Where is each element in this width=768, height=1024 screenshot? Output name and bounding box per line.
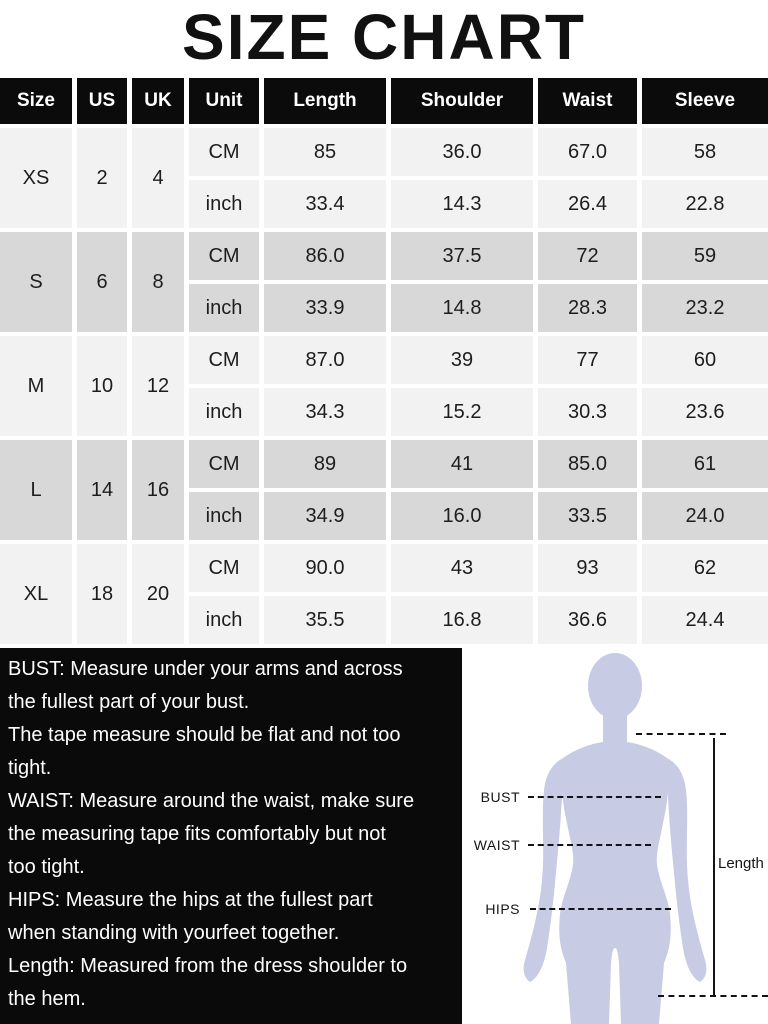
sleeve-value: 23.6 [642, 388, 768, 436]
table-row [0, 232, 768, 280]
length-value: 89 [264, 440, 386, 488]
shoulder-value: 16.0 [391, 492, 533, 540]
length-value: 87.0 [264, 336, 386, 384]
waist-value: 93 [538, 544, 637, 592]
unit-cell: CM [189, 232, 259, 280]
sleeve-value: 60 [642, 336, 768, 384]
waist-value: 33.5 [538, 492, 637, 540]
shoulder-value: 14.3 [391, 180, 533, 228]
col-header-shoulder: Shoulder [391, 78, 533, 124]
unit-cell: inch [189, 180, 259, 228]
length-line [713, 738, 715, 995]
shoulder-value: 16.8 [391, 596, 533, 644]
shoulder-value: 15.2 [391, 388, 533, 436]
instruction-line: the fullest part of your bust. [8, 691, 250, 713]
length-label: Length [718, 855, 764, 872]
sleeve-value: 58 [642, 128, 768, 176]
instruction-line: the hem. [8, 988, 86, 1010]
sleeve-value: 61 [642, 440, 768, 488]
uk-cell: 16 [132, 440, 184, 540]
shoulder-value: 41 [391, 440, 533, 488]
instruction-line: WAIST: Measure around the waist, make sure [8, 790, 415, 812]
size-cell: XS [0, 128, 72, 228]
instruction-line: the measuring tape fits comfortably but not [8, 823, 386, 845]
uk-cell: 8 [132, 232, 184, 332]
us-cell: 10 [77, 336, 127, 436]
instruction-line: BUST: Measure under your arms and across [8, 658, 403, 680]
page-title-bar [0, 0, 768, 74]
shoulder-value: 14.8 [391, 284, 533, 332]
unit-cell: CM [189, 336, 259, 384]
hips-line [530, 908, 671, 910]
measurement-diagram [462, 648, 768, 1024]
shoulder-line [636, 733, 726, 735]
table-header-row [0, 78, 768, 124]
shoulder-value: 39 [391, 336, 533, 384]
unit-cell: inch [189, 284, 259, 332]
uk-cell: 4 [132, 128, 184, 228]
waist-value: 30.3 [538, 388, 637, 436]
body-silhouette [462, 648, 768, 1024]
bottom-section [0, 648, 768, 1024]
col-header-waist: Waist [538, 78, 637, 124]
instruction-line: The tape measure should be flat and not too [8, 724, 401, 746]
sleeve-value: 23.2 [642, 284, 768, 332]
waist-value: 72 [538, 232, 637, 280]
us-cell: 18 [77, 544, 127, 644]
hem-line [658, 995, 768, 997]
length-value: 86.0 [264, 232, 386, 280]
length-value: 33.9 [264, 284, 386, 332]
length-value: 90.0 [264, 544, 386, 592]
hips-label: HIPS [485, 901, 520, 917]
unit-cell: CM [189, 544, 259, 592]
waist-value: 67.0 [538, 128, 637, 176]
col-header-sleeve: Sleeve [642, 78, 768, 124]
us-cell: 2 [77, 128, 127, 228]
table-row [0, 440, 768, 488]
waist-value: 26.4 [538, 180, 637, 228]
sleeve-value: 62 [642, 544, 768, 592]
unit-cell: inch [189, 492, 259, 540]
unit-cell: CM [189, 128, 259, 176]
size-chart-table [0, 74, 768, 648]
instruction-line: HIPS: Measure the hips at the fullest part [8, 889, 373, 911]
instruction-line: tight. [8, 757, 52, 779]
instruction-line: Length: Measured from the dress shoulder to [8, 955, 408, 977]
waist-value: 77 [538, 336, 637, 384]
instruction-line: too tight. [8, 856, 85, 878]
sleeve-value: 24.0 [642, 492, 768, 540]
length-value: 35.5 [264, 596, 386, 644]
waist-label: WAIST [473, 837, 520, 853]
sleeve-value: 22.8 [642, 180, 768, 228]
length-value: 85 [264, 128, 386, 176]
us-cell: 6 [77, 232, 127, 332]
length-value: 34.3 [264, 388, 386, 436]
size-cell: XL [0, 544, 72, 644]
bust-label: BUST [480, 789, 520, 805]
col-header-uk: UK [132, 78, 184, 124]
instruction-line: when standing with yourfeet together. [8, 922, 340, 944]
uk-cell: 20 [132, 544, 184, 644]
unit-cell: inch [189, 388, 259, 436]
size-cell: S [0, 232, 72, 332]
length-value: 33.4 [264, 180, 386, 228]
waist-value: 85.0 [538, 440, 637, 488]
us-cell: 14 [77, 440, 127, 540]
table-row [0, 128, 768, 176]
waist-value: 28.3 [538, 284, 637, 332]
length-value: 34.9 [264, 492, 386, 540]
size-cell: L [0, 440, 72, 540]
sleeve-value: 24.4 [642, 596, 768, 644]
page-title: SIZE CHART [182, 1, 586, 73]
unit-cell: inch [189, 596, 259, 644]
col-header-unit: Unit [189, 78, 259, 124]
col-header-length: Length [264, 78, 386, 124]
uk-cell: 12 [132, 336, 184, 436]
size-cell: M [0, 336, 72, 436]
table-row [0, 544, 768, 592]
unit-cell: CM [189, 440, 259, 488]
col-header-us: US [77, 78, 127, 124]
col-header-size: Size [0, 78, 72, 124]
table-row [0, 336, 768, 384]
shoulder-value: 43 [391, 544, 533, 592]
sleeve-value: 59 [642, 232, 768, 280]
shoulder-value: 37.5 [391, 232, 533, 280]
waist-line [528, 844, 651, 846]
measuring-instructions-panel [0, 648, 462, 1024]
waist-value: 36.6 [538, 596, 637, 644]
shoulder-value: 36.0 [391, 128, 533, 176]
bust-line [528, 796, 661, 798]
